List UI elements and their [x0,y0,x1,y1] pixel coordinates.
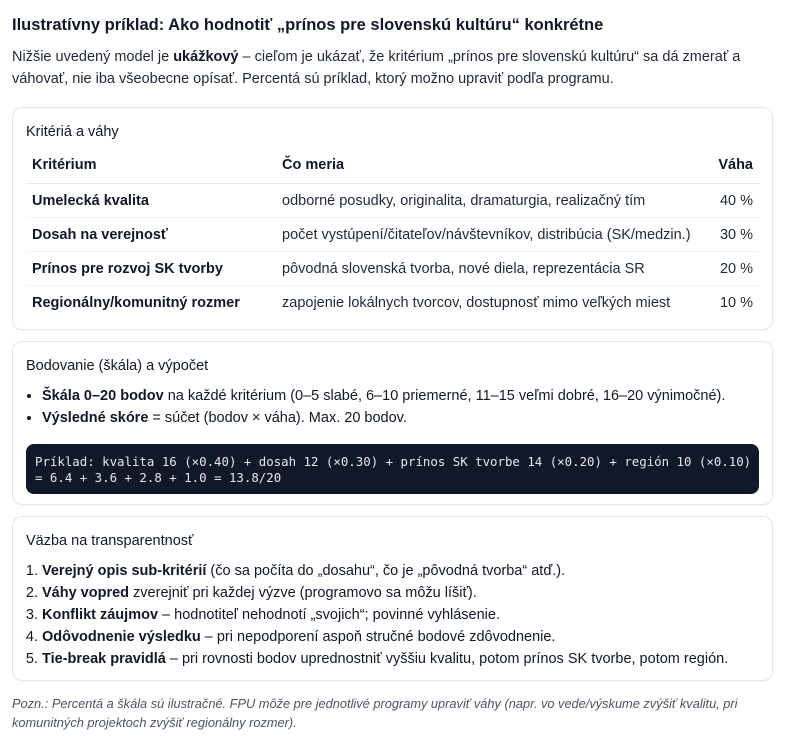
list-item [42,407,759,429]
code-line: = 6.4 + 3.6 + 2.8 + 1.0 = 13.8/20 [35,470,282,485]
criterion-cell: Dosah na verejnosť [26,218,276,252]
list-item-text: – pri rovnosti bodov uprednostniť vyššiu kvalitu, potom prínos SK tvorbe, potom región. [165,651,729,667]
list-item-bold: Konflikt záujmov [42,607,159,623]
criteria-card [12,107,773,330]
list-item [42,604,759,626]
scoring-card [12,341,773,505]
weight-cell: 20 % [697,252,759,286]
list-item-bold: Výsledné skóre [42,410,149,426]
list-item [42,560,759,582]
list-item-text: na každé kritérium (0–5 slabé, 6–10 priemerné, 11–15 veľmi dobré, 16–20 výnimočné). [163,388,726,404]
measures-cell: pôvodná slovenská tvorba, nové diela, reprezentácia SR [276,252,697,286]
table-row [26,286,759,320]
intro-text-2: – cieľom je ukázať, že kritérium „prínos pre slovenskú kultúru“ sa dá zmerať a váhovať, nie iba všeobecne opísať. Percentá sú príklad, ktorý možno upraviť podľa programu. [12,49,741,87]
list-item [42,626,759,648]
column-header-weight: Váha [697,151,759,184]
measures-cell: odborné posudky, originalita, dramaturgia, realizačný tím [276,184,697,218]
transparency-card [12,516,773,681]
list-item-bold: Odôvodnenie výsledku [42,629,201,645]
criterion-cell: Umelecká kvalita [26,184,276,218]
intro-bold: ukážkový [173,49,239,65]
list-item-text: zverejniť pri každej výzve (programovo sa môžu líšiť). [129,585,477,601]
list-item-bold: Škála 0–20 bodov [42,388,164,404]
column-header-measures: Čo meria [276,151,697,184]
intro-paragraph [12,46,773,90]
criteria-heading: Kritériá a váhy [26,124,119,140]
weight-cell: 30 % [697,218,759,252]
measures-cell: počet vystúpení/čitateľov/návštevníkov, distribúcia (SK/medzin.) [276,218,697,252]
weight-cell: 10 % [719,294,753,311]
table-row [26,218,759,252]
list-item-bold: Tie-break pravidlá [42,651,166,667]
criterion-cell: Prínos pre rozvoj SK tvorby [26,252,276,286]
page-title: Ilustratívny príklad: Ako hodnotiť „prínos pre slovenskú kultúru“ konkrétne [12,16,604,34]
column-header-criterion: Kritérium [26,151,276,184]
criterion-cell: Regionálny/komunitný rozmer [32,294,240,311]
table-header-row [26,151,759,184]
transparency-heading: Väzba na transparentnosť [26,533,194,549]
measures-cell: zapojenie lokálnych tvorcov, dostupnosť mimo veľkých miest [282,294,671,311]
code-block [26,444,759,494]
list-item-text: – hodnotiteľ nehodnotí „svojich“; povinné vyhlásenie. [158,607,500,623]
list-item-text: – pri nepodporení aspoň stručné bodové zdôvodnenie. [200,629,556,645]
list-item-text: (čo sa počíta do „dosahu“, čo je „pôvodná tvorba“ atď.). [206,563,566,579]
table-row [26,184,759,218]
list-item [42,385,759,407]
intro-text-1: Nižšie uvedený model je [12,49,174,65]
list-item-text: = súčet (bodov × váha). Max. 20 bodov. [148,410,407,426]
footnote: Pozn.: Percentá a škála sú ilustračné. FPU môže pre jednotlivé programy upraviť váhy (napr. vo vede/výskume zvýšiť kvalitu, pri komunitných projektoch zvýšiť regionálny rozmer). [12,696,738,730]
criteria-table [26,151,759,319]
scoring-heading: Bodovanie (škála) a výpočet [26,358,209,374]
weight-cell: 40 % [697,184,759,218]
list-item [42,582,759,604]
transparency-list [26,560,759,670]
code-line: Príklad: kvalita 16 (×0.40) + dosah 12 (×0.30) + prínos SK tvorbe 14 (×0.20) + región 10 (×0.10) [35,454,752,469]
list-item [42,648,759,670]
table-row [26,252,759,286]
list-item-bold: Váhy vopred [42,585,130,601]
list-item-bold: Verejný opis sub-kritérií [42,563,207,579]
scoring-list [26,385,759,429]
